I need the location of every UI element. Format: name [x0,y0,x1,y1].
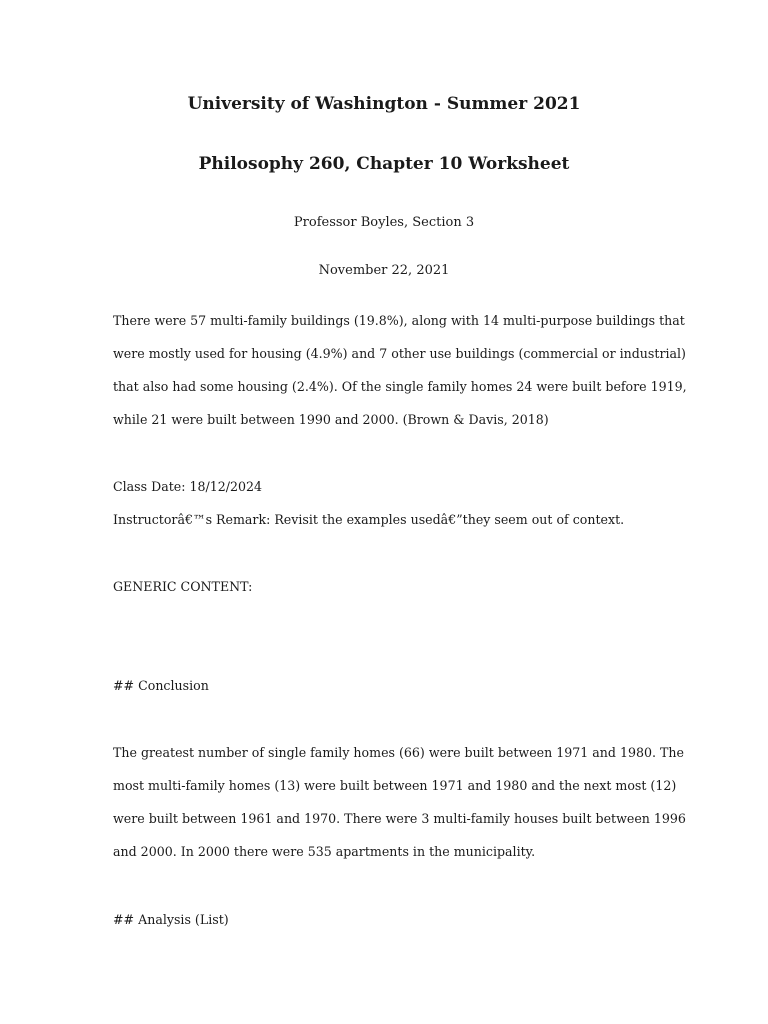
paragraph-line: were built between 1961 and 1970. There were 3 multi-family houses built between 1996 [113,811,686,826]
class-date: Class Date: 18/12/2024 [113,479,263,494]
analysis-heading: ## Analysis (List) [113,912,229,927]
instructor-remark: Instructorâ€™s Remark: Revisit the examples usedâ€”they seem out of context. [113,512,625,527]
professor-line: Professor Boyles, Section 3 [293,215,475,230]
generic-content-label: GENERIC CONTENT: [113,579,253,594]
university-title: University of Washington - Summer 2021 [187,94,581,114]
paragraph-line: and 2000. In 2000 there were 535 apartments in the municipality. [113,844,536,859]
paragraph-line: while 21 were built between 1990 and 2000. (Brown & Davis, 2018) [113,412,549,427]
worksheet-title: Philosophy 260, Chapter 10 Worksheet [198,154,570,174]
conclusion-heading: ## Conclusion [113,678,209,693]
date-line: November 22, 2021 [318,263,450,278]
paragraph-line: most multi-family homes (13) were built between 1971 and 1980 and the next most (12) [113,778,677,793]
paragraph-line: that also had some housing (2.4%). Of the single family homes 24 were built before 1919, [113,379,687,394]
paragraph-buildings [113,304,687,436]
paragraph-line: There were 57 multi-family buildings (19.8%), along with 14 multi-purpose buildings that [113,313,685,328]
paragraph-line: were mostly used for housing (4.9%) and 7 other use buildings (commercial or industrial) [113,346,686,361]
paragraph-line: The greatest number of single family homes (66) were built between 1971 and 1980. The [113,745,684,760]
paragraph-conclusion [113,736,686,868]
